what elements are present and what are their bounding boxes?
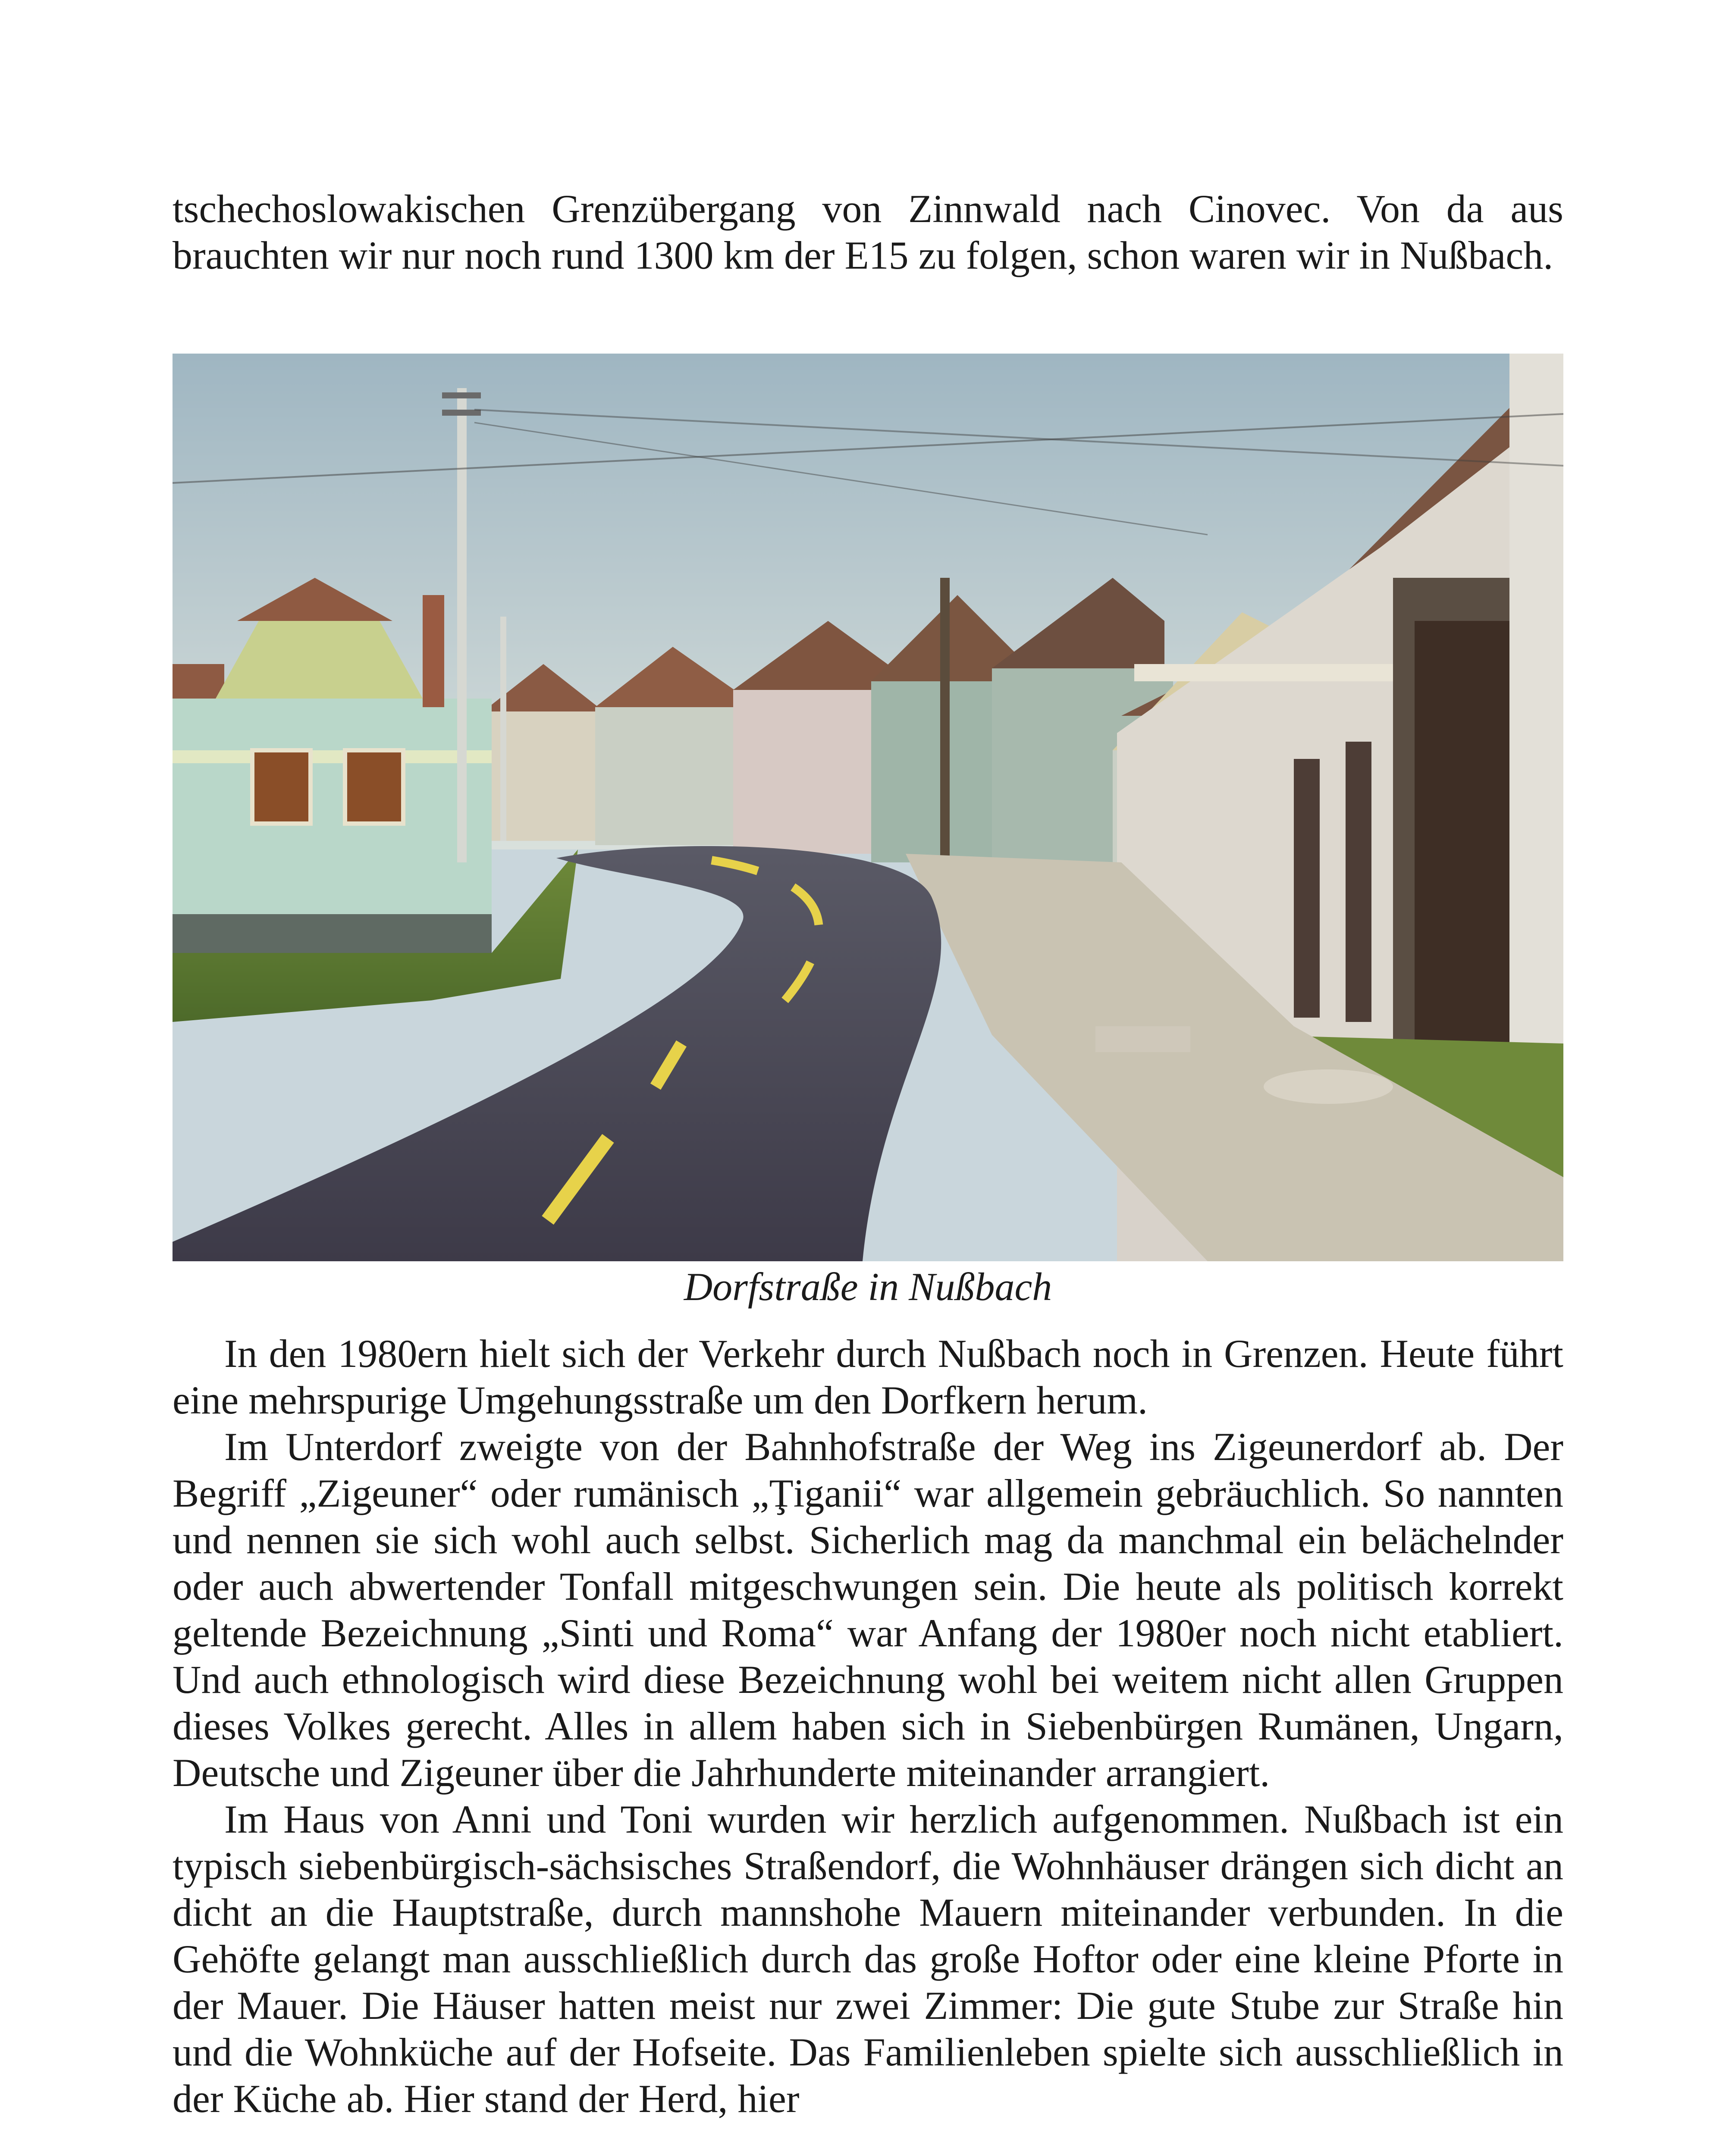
paragraph-zigeunerdorf: Im Unterdorf zweigte von der Bahnhofstraße der Weg ins Zigeunerdorf ab. Der Begriff „Zigeuner“ oder rumänisch „Ţiganii“ war allgemein gebräuchlich. So nannten und nennen sie sich wohl auch selbst. Sicherlich mag da manchmal ein belächelnder oder auch abwertender Tonfall mitgeschwungen sein. Die heute als politisch korrekt geltende Bezeichnung „Sinti und Roma“ war Anfang der 1980er noch nicht etabliert. Und auch ethnologisch wird diese Bezeichnung wohl bei weitem nicht allen Gruppen dieses Volkes gerecht. Alles in allem haben sich in Siebenbürgen Rumänen, Ungarn, Deutsche und Zigeuner über die Jahrhunderte miteinander arrangiert. bbox=[173, 1425, 1563, 1795]
paragraph-traffic: In den 1980ern hielt sich der Verkehr durch Nußbach noch in Grenzen. Heute führt eine mehrspurige Umgehungsstraße um den Dorfkern herum. bbox=[173, 1332, 1563, 1422]
photo-illustration bbox=[173, 354, 1563, 1261]
figure-caption: Dorfstraße in Nußbach bbox=[684, 1265, 1052, 1309]
intro-paragraph: tschechoslowakischen Grenzübergang von Zinnwald nach Cinovec. Von da aus brauchten wir nur noch rund 1300 km der E15 zu folgen, schon waren wir in Nußbach. bbox=[173, 187, 1563, 277]
paragraph-house: Im Haus von Anni und Toni wurden wir herzlich aufgenommen. Nußbach ist ein typisch siebenbürgisch-sächsisches Straßendorf, die Wohnhäuser drängen sich dicht an dicht an die Hauptstraße, durch mannshohe Mauern miteinander verbunden. In die Gehöfte gelangt man ausschließlich durch das große Hoftor oder eine kleine Pforte in der Mauer. Die Häuser hatten meist nur zwei Zimmer: Die gute Stube zur Straße hin und die Wohnküche auf der Hofseite. Das Familienleben spielte sich ausschließlich in der Küche ab. Hier stand der Herd, hier bbox=[173, 1797, 1563, 2121]
main-text-block bbox=[173, 1330, 1563, 2122]
village-street-photo bbox=[173, 354, 1563, 1261]
intro-text-block bbox=[173, 185, 1563, 279]
